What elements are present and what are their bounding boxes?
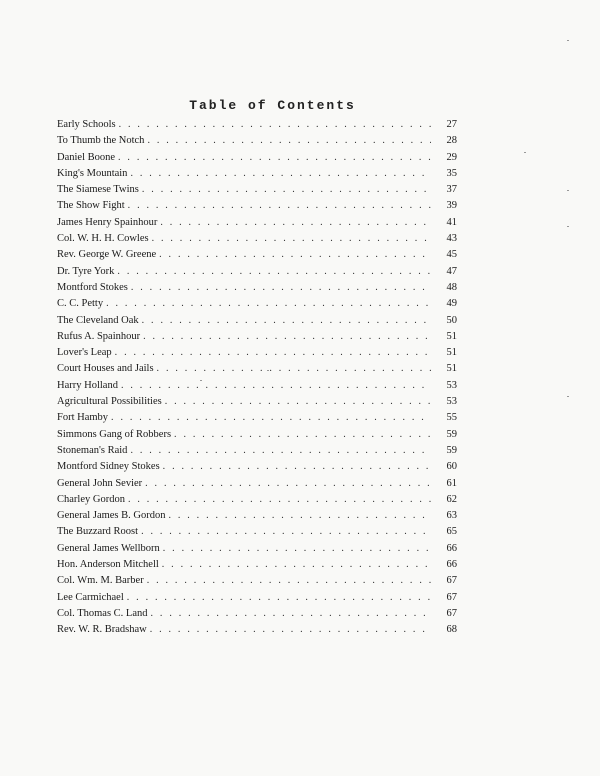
toc-entry-page-number: 59 bbox=[446, 444, 457, 456]
toc-entry-title: Early Schools bbox=[57, 119, 116, 130]
dot-leader bbox=[115, 345, 431, 361]
toc-entry-title: Rev. George W. Greene bbox=[57, 249, 157, 261]
toc-entry-title: The Siamese Twins bbox=[57, 184, 139, 196]
dot-leader bbox=[142, 313, 431, 329]
toc-entry bbox=[57, 182, 457, 198]
dot-leader bbox=[142, 182, 431, 198]
toc-entry-title: Rev. W. R. Bradshaw bbox=[57, 624, 147, 636]
toc-entry bbox=[57, 606, 457, 622]
toc-entry bbox=[57, 345, 457, 361]
toc-entry-page-number: 50 bbox=[446, 314, 457, 326]
toc-entry-title: To Thumb the Notch bbox=[57, 135, 145, 147]
toc-entry bbox=[57, 443, 457, 459]
toc-entry-title: Harry Holland bbox=[57, 379, 118, 391]
scan-speck bbox=[267, 370, 269, 371]
dot-leader bbox=[160, 215, 431, 231]
toc-entry-title: C. C. Petty bbox=[57, 298, 104, 310]
toc-entry-title: The Buzzard Roost bbox=[57, 526, 139, 538]
toc-entry-title: Fort Hamby bbox=[57, 412, 109, 424]
toc-entry-page-number: 41 bbox=[446, 216, 457, 228]
toc-entry bbox=[57, 378, 457, 394]
toc-entry-title: Charley Gordon bbox=[57, 493, 125, 505]
toc-entry-page-number: 53 bbox=[446, 379, 457, 391]
dot-leader bbox=[130, 166, 431, 182]
dot-leader bbox=[163, 459, 431, 475]
dot-leader bbox=[141, 524, 431, 540]
toc-entry bbox=[57, 508, 457, 524]
toc-entry-page-number: 68 bbox=[446, 624, 457, 636]
toc-entry-page-number: 47 bbox=[446, 265, 457, 277]
page-title: Table of Contents bbox=[189, 98, 356, 113]
scan-speck bbox=[567, 40, 569, 41]
dot-leader bbox=[159, 247, 431, 263]
toc-entry-title: Rufus A. Spainhour bbox=[57, 330, 141, 342]
dot-leader bbox=[174, 427, 431, 443]
toc-entry-page-number: 67 bbox=[446, 591, 457, 603]
toc-entry bbox=[57, 264, 457, 280]
toc-entry bbox=[57, 215, 457, 231]
dot-leader bbox=[157, 361, 431, 377]
dot-leader bbox=[119, 117, 431, 133]
toc-entry-title: The Cleveland Oak bbox=[57, 314, 139, 326]
toc-entry bbox=[57, 410, 457, 426]
dot-leader bbox=[162, 557, 431, 573]
toc-entry-page-number: 51 bbox=[446, 347, 457, 359]
toc-entry bbox=[57, 117, 457, 133]
dot-leader bbox=[152, 231, 431, 247]
toc-entry-page-number: 59 bbox=[446, 428, 457, 440]
toc-entry-page-number: 55 bbox=[446, 412, 457, 424]
toc-entry-page-number: 60 bbox=[446, 461, 457, 473]
dot-leader bbox=[130, 443, 431, 459]
dot-leader bbox=[111, 410, 431, 426]
toc-entry-title: Col. Thomas C. Land bbox=[57, 607, 148, 619]
dot-leader bbox=[128, 198, 431, 214]
toc-entry bbox=[57, 541, 457, 557]
toc-entry bbox=[57, 329, 457, 345]
dot-leader bbox=[147, 573, 431, 589]
toc-entry-page-number: 48 bbox=[446, 281, 457, 293]
toc-entry-title: Montford Stokes bbox=[57, 281, 128, 293]
toc-entry bbox=[57, 557, 457, 573]
toc-entry bbox=[57, 247, 457, 263]
toc-entry bbox=[57, 573, 457, 589]
toc-entry bbox=[57, 427, 457, 443]
toc-entry bbox=[57, 476, 457, 492]
scan-speck bbox=[200, 380, 202, 381]
toc-entry-page-number: 67 bbox=[446, 575, 457, 587]
toc-entry-title: General James B. Gordon bbox=[57, 510, 166, 522]
dot-leader bbox=[121, 378, 431, 394]
toc-entry-title: Daniel Boone bbox=[57, 151, 116, 163]
dot-leader bbox=[118, 150, 431, 166]
toc-entry bbox=[57, 296, 457, 312]
dot-leader bbox=[145, 476, 431, 492]
toc-entry bbox=[57, 622, 457, 638]
dot-leader bbox=[151, 606, 431, 622]
dot-leader bbox=[150, 622, 431, 638]
toc-entry-title: Col. W. H. H. Cowles bbox=[57, 233, 149, 245]
toc-entry-page-number: 43 bbox=[446, 233, 457, 245]
toc-entry-page-number: 28 bbox=[446, 135, 457, 147]
toc-entry-page-number: 63 bbox=[446, 510, 457, 522]
toc-entry-page-number: 45 bbox=[446, 249, 457, 261]
scan-speck bbox=[567, 190, 569, 191]
toc-entry bbox=[57, 166, 457, 182]
toc-entry-title: General John Sevier bbox=[57, 477, 143, 489]
dot-leader bbox=[127, 590, 431, 606]
dot-leader bbox=[128, 492, 431, 508]
toc-entry-title: Agricultural Possibilities bbox=[57, 396, 162, 408]
toc-entry-title: Dr. Tyre York bbox=[57, 265, 115, 277]
toc-entry bbox=[57, 133, 457, 149]
toc-entry-page-number: 66 bbox=[446, 542, 457, 554]
toc-entry-title: Court Houses and Jails bbox=[57, 363, 154, 375]
toc-entry bbox=[57, 361, 457, 377]
dot-leader bbox=[168, 508, 431, 524]
toc-entry-page-number: 37 bbox=[446, 184, 457, 196]
toc-entry bbox=[57, 150, 457, 166]
toc-entry bbox=[57, 394, 457, 410]
toc-entry-page-number: 61 bbox=[446, 477, 457, 489]
dot-leader bbox=[165, 394, 431, 410]
toc-entry-page-number: 53 bbox=[446, 396, 457, 408]
toc-entry bbox=[57, 492, 457, 508]
toc-entry-page-number: 51 bbox=[446, 363, 457, 375]
scan-speck bbox=[567, 396, 569, 397]
toc-entry-page-number: 51 bbox=[446, 330, 457, 342]
toc-entry-title: Simmons Gang of Robbers bbox=[57, 428, 172, 440]
toc-entry-page-number: 29 bbox=[446, 151, 457, 163]
toc-entry-page-number: 35 bbox=[446, 167, 457, 179]
dot-leader bbox=[143, 329, 431, 345]
toc-entry bbox=[57, 524, 457, 540]
scan-speck bbox=[567, 226, 569, 227]
toc-list bbox=[57, 117, 457, 639]
toc-entry bbox=[57, 280, 457, 296]
toc-entry bbox=[57, 198, 457, 214]
toc-entry-title: Stoneman's Raid bbox=[57, 444, 128, 456]
toc-entry-title: Lee Carmichael bbox=[57, 591, 124, 603]
toc-entry-page-number: 62 bbox=[446, 493, 457, 505]
toc-entry-title: Montford Sidney Stokes bbox=[57, 461, 160, 473]
toc-entry-title: Hon. Anderson Mitchell bbox=[57, 559, 159, 571]
toc-entry bbox=[57, 313, 457, 329]
toc-entry bbox=[57, 231, 457, 247]
scan-speck bbox=[524, 152, 526, 153]
toc-entry-page-number: 67 bbox=[446, 607, 457, 619]
dot-leader bbox=[147, 133, 431, 149]
toc-entry-title: The Show Fight bbox=[57, 200, 125, 212]
toc-entry-page-number: 39 bbox=[446, 200, 457, 212]
toc-entry bbox=[57, 459, 457, 475]
toc-entry-page-number: 66 bbox=[446, 559, 457, 571]
toc-entry-title: Lover's Leap bbox=[57, 347, 112, 359]
toc-entry-title: James Henry Spainhour bbox=[57, 216, 158, 228]
dot-leader bbox=[117, 264, 431, 280]
dot-leader bbox=[163, 541, 431, 557]
dot-leader bbox=[131, 280, 431, 296]
toc-entry-page-number: 49 bbox=[446, 298, 457, 310]
toc-entry bbox=[57, 590, 457, 606]
toc-entry-page-number: 27 bbox=[446, 119, 457, 130]
toc-entry-title: King's Mountain bbox=[57, 167, 128, 179]
toc-entry-title: General James Wellborn bbox=[57, 542, 160, 554]
toc-entry-title: Col. Wm. M. Barber bbox=[57, 575, 144, 587]
toc-entry-page-number: 65 bbox=[446, 526, 457, 538]
dot-leader bbox=[106, 296, 431, 312]
